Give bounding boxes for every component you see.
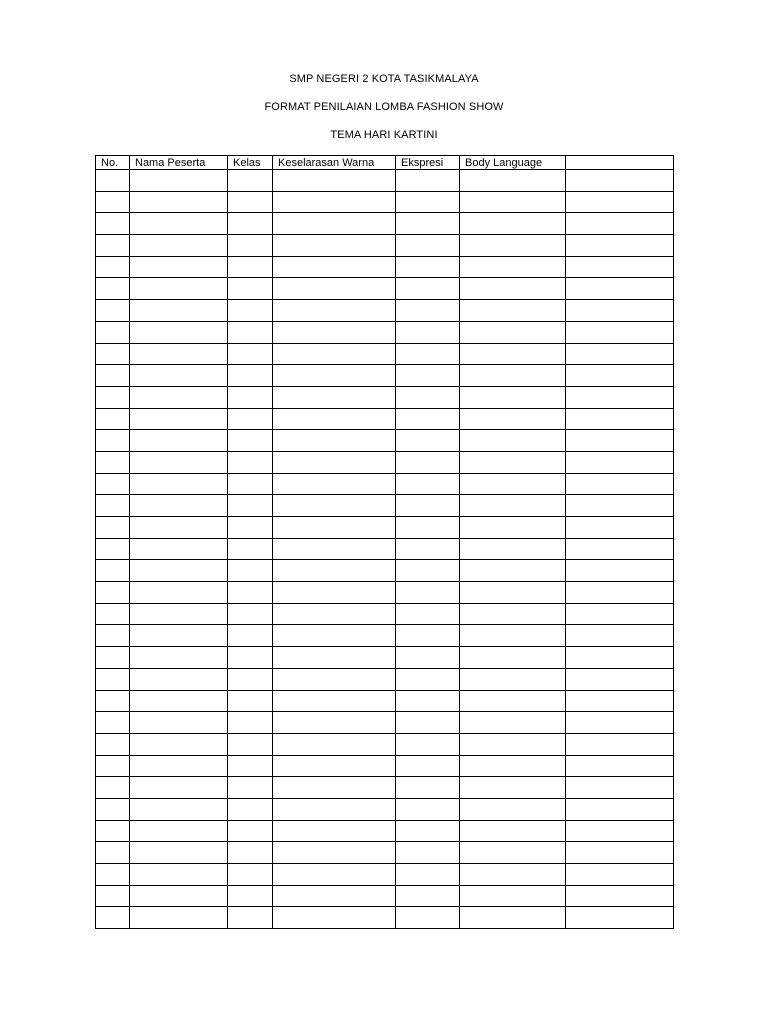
table-cell[interactable] [273,365,396,387]
table-cell[interactable] [566,235,674,257]
table-cell[interactable] [566,733,674,755]
table-row [96,213,674,235]
table-cell[interactable] [228,191,273,213]
table-row [96,798,674,820]
table-cell[interactable] [273,647,396,669]
table-cell[interactable] [228,842,273,864]
table-cell[interactable] [273,820,396,842]
table-cell[interactable] [396,864,460,886]
table-row [96,386,674,408]
table-cell[interactable] [228,755,273,777]
table-cell[interactable] [460,690,566,712]
table-cell[interactable] [273,213,396,235]
table-cell[interactable] [460,712,566,734]
table-cell[interactable] [273,538,396,560]
table-cell[interactable] [130,517,228,539]
table-cell[interactable] [228,625,273,647]
table-cell[interactable] [566,495,674,517]
table-cell[interactable] [273,798,396,820]
table-header-row [96,156,674,170]
table-cell[interactable] [460,256,566,278]
table-cell[interactable] [460,430,566,452]
table-cell[interactable] [566,170,674,192]
table-row [96,820,674,842]
table-cell[interactable] [96,343,130,365]
table-cell[interactable] [460,278,566,300]
column-header-no: No. [96,156,130,170]
table-cell[interactable] [566,300,674,322]
table-cell[interactable] [460,777,566,799]
table-row [96,625,674,647]
table-cell[interactable] [396,907,460,929]
table-cell[interactable] [396,495,460,517]
table-cell[interactable] [130,430,228,452]
table-cell[interactable] [228,343,273,365]
table-cell[interactable] [566,625,674,647]
table-cell[interactable] [273,712,396,734]
table-cell[interactable] [566,755,674,777]
table-cell[interactable] [130,300,228,322]
table-cell[interactable] [273,733,396,755]
table-cell[interactable] [566,647,674,669]
table-cell[interactable] [96,321,130,343]
table-cell[interactable] [130,495,228,517]
table-cell[interactable] [96,647,130,669]
table-cell[interactable] [273,170,396,192]
table-cell[interactable] [460,560,566,582]
form-title: FORMAT PENILAIAN LOMBA FASHION SHOW [264,101,504,113]
table-row [96,907,674,929]
table-cell[interactable] [460,625,566,647]
table-cell[interactable] [228,278,273,300]
table-cell[interactable] [228,473,273,495]
table-cell[interactable] [396,408,460,430]
table-row [96,777,674,799]
table-cell[interactable] [130,864,228,886]
table-cell[interactable] [96,864,130,886]
table-cell[interactable] [96,690,130,712]
table-cell[interactable] [96,885,130,907]
table-cell[interactable] [273,495,396,517]
column-header-nama-peserta: Nama Peserta [130,156,228,170]
table-cell[interactable] [273,690,396,712]
table-cell[interactable] [96,213,130,235]
column-header-kelas: Kelas [228,156,273,170]
table-cell[interactable] [130,885,228,907]
table-cell[interactable] [228,647,273,669]
table-cell[interactable] [228,365,273,387]
table-cell[interactable] [396,365,460,387]
table-cell[interactable] [273,430,396,452]
table-cell[interactable] [396,321,460,343]
table-cell[interactable] [566,842,674,864]
table-cell[interactable] [228,733,273,755]
table-row [96,430,674,452]
column-header-blank [566,156,674,170]
table-row [96,235,674,257]
table-row [96,408,674,430]
table-cell[interactable] [460,300,566,322]
table-cell[interactable] [96,798,130,820]
column-header-body-language: Body Language [460,156,566,170]
table-cell[interactable] [273,907,396,929]
table-cell[interactable] [396,690,460,712]
table-cell[interactable] [273,625,396,647]
table-cell[interactable] [273,235,396,257]
table-cell[interactable] [96,451,130,473]
table-cell[interactable] [130,798,228,820]
table-cell[interactable] [566,278,674,300]
table-cell[interactable] [96,473,130,495]
table-cell[interactable] [396,625,460,647]
table-cell[interactable] [396,235,460,257]
table-cell[interactable] [130,907,228,929]
table-cell[interactable] [273,603,396,625]
table-row [96,495,674,517]
table-cell[interactable] [130,755,228,777]
table-cell[interactable] [228,451,273,473]
table-cell[interactable] [460,213,566,235]
table-cell[interactable] [566,213,674,235]
table-cell[interactable] [130,712,228,734]
table-cell[interactable] [228,170,273,192]
table-cell[interactable] [96,712,130,734]
table-row [96,191,674,213]
table-cell[interactable] [228,256,273,278]
table-cell[interactable] [130,408,228,430]
table-cell[interactable] [228,495,273,517]
table-cell[interactable] [566,343,674,365]
table-cell[interactable] [228,603,273,625]
table-cell[interactable] [273,451,396,473]
table-cell[interactable] [460,386,566,408]
table-cell[interactable] [566,582,674,604]
table-cell[interactable] [566,668,674,690]
table-cell[interactable] [460,582,566,604]
table-cell[interactable] [130,647,228,669]
table-cell[interactable] [96,668,130,690]
table-row [96,755,674,777]
table-row [96,690,674,712]
table-cell[interactable] [130,842,228,864]
table-cell[interactable] [228,864,273,886]
table-cell[interactable] [273,278,396,300]
table-cell[interactable] [130,733,228,755]
table-cell[interactable] [96,907,130,929]
table-cell[interactable] [273,256,396,278]
table-cell[interactable] [396,170,460,192]
table-row [96,278,674,300]
table-cell[interactable] [228,538,273,560]
table-row [96,582,674,604]
table-cell[interactable] [396,430,460,452]
table-cell[interactable] [96,430,130,452]
table-cell[interactable] [96,842,130,864]
table-cell[interactable] [96,495,130,517]
table-cell[interactable] [396,777,460,799]
table-cell[interactable] [460,907,566,929]
table-cell[interactable] [396,560,460,582]
table-cell[interactable] [396,603,460,625]
table-cell[interactable] [130,343,228,365]
table-cell[interactable] [130,170,228,192]
table-cell[interactable] [566,538,674,560]
table-cell[interactable] [460,885,566,907]
table-cell[interactable] [396,517,460,539]
table-cell[interactable] [396,278,460,300]
table-cell[interactable] [396,842,460,864]
table-cell[interactable] [228,300,273,322]
table-cell[interactable] [396,473,460,495]
table-cell[interactable] [396,755,460,777]
table-cell[interactable] [130,538,228,560]
table-cell[interactable] [228,690,273,712]
school-name: SMP NEGERI 2 KOTA TASIKMALAYA [289,73,479,85]
table-cell[interactable] [273,473,396,495]
table-cell[interactable] [566,885,674,907]
table-cell[interactable] [566,430,674,452]
table-cell[interactable] [273,300,396,322]
table-cell[interactable] [460,538,566,560]
table-cell[interactable] [396,647,460,669]
table-row [96,538,674,560]
table-cell[interactable] [273,517,396,539]
table-cell[interactable] [460,408,566,430]
table-cell[interactable] [96,300,130,322]
table-cell[interactable] [396,451,460,473]
table-cell[interactable] [566,365,674,387]
table-cell[interactable] [460,365,566,387]
table-cell[interactable] [96,733,130,755]
table-cell[interactable] [96,408,130,430]
table-cell[interactable] [96,278,130,300]
table-cell[interactable] [96,538,130,560]
table-cell[interactable] [96,256,130,278]
table-cell[interactable] [228,798,273,820]
table-cell[interactable] [130,321,228,343]
table-cell[interactable] [130,473,228,495]
table-cell[interactable] [460,495,566,517]
table-row [96,300,674,322]
table-cell[interactable] [130,777,228,799]
table-cell[interactable] [396,712,460,734]
table-cell[interactable] [96,170,130,192]
table-row [96,712,674,734]
table-cell[interactable] [460,451,566,473]
table-cell[interactable] [566,603,674,625]
table-cell[interactable] [130,451,228,473]
table-cell[interactable] [460,842,566,864]
table-cell[interactable] [228,213,273,235]
table-cell[interactable] [228,235,273,257]
table-cell[interactable] [460,864,566,886]
table-cell[interactable] [130,235,228,257]
table-cell[interactable] [566,451,674,473]
table-cell[interactable] [96,625,130,647]
table-row [96,256,674,278]
table-body [96,170,674,929]
table-cell[interactable] [566,386,674,408]
table-cell[interactable] [460,343,566,365]
table-row [96,517,674,539]
table-cell[interactable] [460,647,566,669]
table-cell[interactable] [228,430,273,452]
table-row [96,733,674,755]
table-cell[interactable] [566,256,674,278]
table-cell[interactable] [566,690,674,712]
table-cell[interactable] [566,408,674,430]
table-cell[interactable] [396,733,460,755]
table-cell[interactable] [566,560,674,582]
table-cell[interactable] [566,864,674,886]
table-cell[interactable] [96,777,130,799]
table-cell[interactable] [130,191,228,213]
table-cell[interactable] [396,820,460,842]
table-cell[interactable] [460,798,566,820]
table-cell[interactable] [566,907,674,929]
table-cell[interactable] [460,321,566,343]
table-cell[interactable] [228,560,273,582]
table-cell[interactable] [460,668,566,690]
table-row [96,603,674,625]
table-cell[interactable] [228,907,273,929]
table-cell[interactable] [396,343,460,365]
table-cell[interactable] [130,278,228,300]
table-cell[interactable] [273,842,396,864]
table-cell[interactable] [273,343,396,365]
table-cell[interactable] [228,712,273,734]
table-cell[interactable] [273,191,396,213]
table-row [96,647,674,669]
table-cell[interactable] [130,690,228,712]
table-cell[interactable] [273,386,396,408]
table-cell[interactable] [273,408,396,430]
table-cell[interactable] [228,517,273,539]
assessment-table [95,155,674,929]
table-cell[interactable] [566,321,674,343]
table-cell[interactable] [460,473,566,495]
table-cell[interactable] [396,213,460,235]
table-row [96,321,674,343]
table-cell[interactable] [273,864,396,886]
table-cell[interactable] [130,560,228,582]
table-row [96,343,674,365]
table-cell[interactable] [566,712,674,734]
table-row [96,473,674,495]
table-cell[interactable] [228,582,273,604]
table-cell[interactable] [273,755,396,777]
table-row [96,560,674,582]
table-cell[interactable] [130,668,228,690]
table-row [96,170,674,192]
table-cell[interactable] [396,300,460,322]
theme-title: TEMA HARI KARTINI [330,129,438,141]
table-cell[interactable] [96,191,130,213]
table-cell[interactable] [396,798,460,820]
table-cell[interactable] [273,777,396,799]
table-row [96,451,674,473]
table-row [96,842,674,864]
table-cell[interactable] [460,517,566,539]
table-cell[interactable] [96,820,130,842]
table-cell[interactable] [460,191,566,213]
table-cell[interactable] [566,798,674,820]
table-cell[interactable] [566,517,674,539]
table-cell[interactable] [273,668,396,690]
table-cell[interactable] [566,191,674,213]
table-cell[interactable] [460,733,566,755]
table-cell[interactable] [460,820,566,842]
table-row [96,668,674,690]
table-cell[interactable] [396,668,460,690]
table-cell[interactable] [130,582,228,604]
table-cell[interactable] [130,213,228,235]
table-cell[interactable] [228,820,273,842]
table-cell[interactable] [96,235,130,257]
table-cell[interactable] [228,321,273,343]
table-cell[interactable] [273,582,396,604]
table-cell[interactable] [130,256,228,278]
table-cell[interactable] [96,582,130,604]
table-cell[interactable] [130,386,228,408]
table-cell[interactable] [228,885,273,907]
table-cell[interactable] [273,560,396,582]
table-row [96,365,674,387]
table-cell[interactable] [96,755,130,777]
table-cell[interactable] [96,560,130,582]
column-header-keselarasan-warna: Keselarasan Warna [273,156,396,170]
table-cell[interactable] [396,191,460,213]
table-cell[interactable] [96,365,130,387]
table-cell[interactable] [460,170,566,192]
table-cell[interactable] [96,603,130,625]
table-cell[interactable] [396,885,460,907]
column-header-ekspresi: Ekspresi [396,156,460,170]
table-row [96,885,674,907]
table-cell[interactable] [566,820,674,842]
table-row [96,864,674,886]
table-cell[interactable] [130,365,228,387]
table-cell[interactable] [228,777,273,799]
table-cell[interactable] [460,755,566,777]
table-cell[interactable] [396,386,460,408]
table-cell[interactable] [460,603,566,625]
table-cell[interactable] [566,473,674,495]
table-cell[interactable] [130,625,228,647]
table-cell[interactable] [228,408,273,430]
table-cell[interactable] [228,668,273,690]
table-cell[interactable] [130,603,228,625]
table-cell[interactable] [396,538,460,560]
table-cell[interactable] [273,321,396,343]
table-cell[interactable] [130,820,228,842]
table-cell[interactable] [396,256,460,278]
table-cell[interactable] [396,582,460,604]
table-cell[interactable] [96,517,130,539]
table-cell[interactable] [273,885,396,907]
table-cell[interactable] [228,386,273,408]
table-cell[interactable] [460,235,566,257]
table-cell[interactable] [566,777,674,799]
table-cell[interactable] [96,386,130,408]
